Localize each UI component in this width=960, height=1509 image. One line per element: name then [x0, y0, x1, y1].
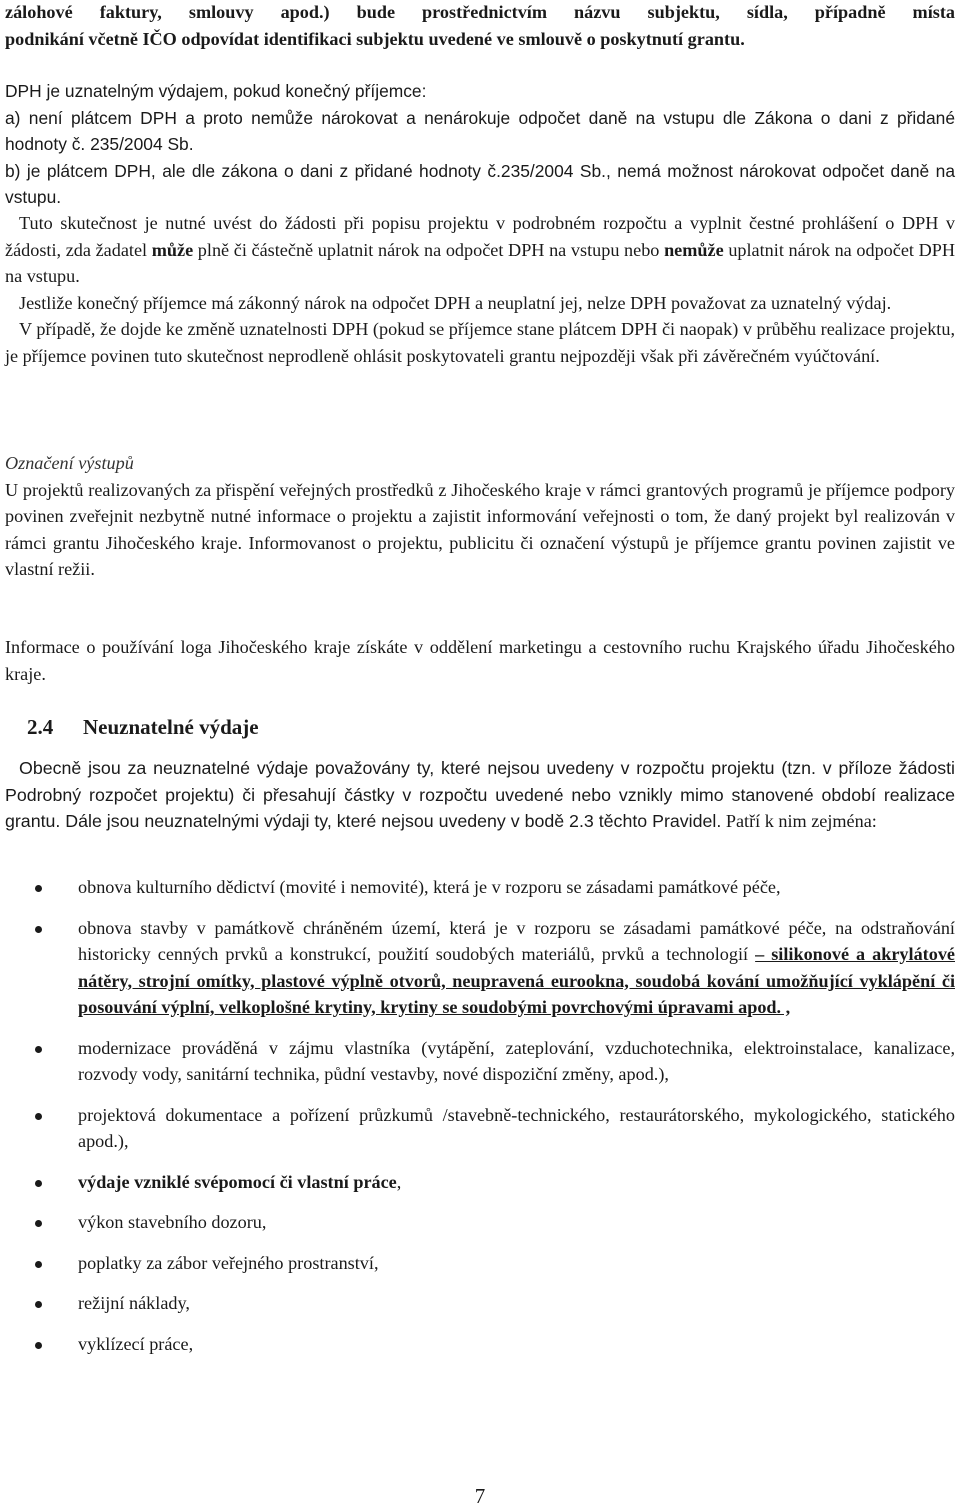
- list-item-text: [78, 915, 955, 1021]
- vat-paragraph-1: [5, 210, 955, 290]
- vat-condition-b-part1: b) je plátcem DPH, ale dle zákona o dani z přidané hodnoty č.235/2004 Sb.: [5, 160, 606, 181]
- list-item: [5, 1331, 955, 1358]
- vat-block: [5, 78, 955, 211]
- vat-condition-b: [5, 158, 955, 211]
- vat-p1-b: plně či částečně uplatnit nárok na odpočet DPH na vstupu nebo: [193, 239, 665, 260]
- vat-condition-a: a) není plátcem DPH a proto nemůže nárokovat a nenárokuje odpočet daně na vstupu dle Zákona o dani z přidané hodnoty č. 235/2004 Sb.: [5, 107, 955, 154]
- list-item-text-plain: obnova stavby v památkově chráněném území, která je v rozporu se zásadami památkové péče, na odstraňování historicky cenných prvků a konstrukcí, použití soudobých materiálů, prvků a technologií: [78, 917, 955, 964]
- page-number: 7: [474, 1484, 486, 1508]
- bullet-icon: [35, 885, 42, 892]
- vat-paragraph-2: Jestliže konečný příjemce má zákonný nárok na odpočet DPH a neuplatní jej, nelze DPH považovat za uznatelný výdaj.: [19, 292, 892, 313]
- list-item: [5, 874, 955, 901]
- list-item-text: [78, 1169, 955, 1196]
- bullet-icon: [35, 1342, 42, 1349]
- logo-info-block: [5, 634, 955, 687]
- section-title: Neuznatelné výdaje: [83, 715, 259, 739]
- list-item-text-rest: ,: [396, 1171, 402, 1192]
- list-item-text: vyklízecí práce,: [78, 1333, 194, 1354]
- vat-condition-b-part2: , nemá možnost nárokovat odpočet daně na vstupu.: [5, 160, 955, 207]
- list-item: [5, 915, 955, 1021]
- bullet-icon: [35, 1113, 42, 1120]
- bullet-icon: [35, 1261, 42, 1268]
- vat-paragraph-3: V případě, že dojde ke změně uznatelnosti DPH (pokud se příjemce stane plátcem DPH či naopak) v průběhu realizace projektu, je příjemce povinen tuto skutečnost neprodleně ohlásit poskytovateli grantu nejpozději však při závěrečném vyúčtování.: [5, 319, 955, 366]
- list-item-text: obnova kulturního dědictví (movité i nemovité), která je v rozporu se zásadami památkové péče,: [78, 877, 781, 897]
- outputs-block: [5, 450, 955, 583]
- vat-p1-c: uplatnit nárok na odpočet DPH na vstupu.: [5, 239, 955, 286]
- outputs-label: Označení výstupů: [5, 453, 134, 473]
- section-intro: [5, 755, 955, 835]
- list-item-text: projektová dokumentace a pořízení průzkumů /stavebně-technického, restaurátorského, mykologického, statického apod.),: [78, 1104, 955, 1151]
- bullet-icon: [35, 926, 42, 933]
- vat-explanation: [5, 210, 955, 369]
- section-intro-sans: Obecně jsou za neuznatelné výdaje považovány ty, které nejsou uvedeny v rozpočtu projektu (tzn. v příloze žádosti Podrobný rozpočet projektu) či přesahují částky v rozpočtu uvedené nebo vznikly mimo stanovené období realizace grantu. Dále jsou neuznatelnými výdaji ty, které nejsou uvedeny v bodě 2.3 těchto Pravidel.: [5, 758, 955, 831]
- section-heading: [27, 713, 259, 741]
- list-item-text: výkon stavebního dozoru,: [78, 1212, 267, 1232]
- bullet-icon: [35, 1180, 42, 1187]
- list-item-text: poplatky za zábor veřejného prostranství,: [78, 1252, 379, 1273]
- top-bold-paragraph: [5, 0, 955, 52]
- outputs-paragraph-2: Informace o používání loga Jihočeského kraje získáte v oddělení marketingu a cestovního ruchu Krajského úřadu Jihočeského kraje.: [5, 637, 955, 684]
- list-item: [5, 1169, 955, 1196]
- top-line-2: podnikání včetně IČO odpovídat identifikaci subjektu uvedené ve smlouvě o poskytnutí grantu.: [5, 28, 745, 49]
- vat-p1-bold-cannot: nemůže: [664, 239, 724, 260]
- section-intro-serif: Patří k nim zejména:: [721, 811, 877, 831]
- section-number: 2.4: [27, 715, 54, 739]
- list-item: [5, 1250, 955, 1277]
- section-intro-block: [5, 755, 955, 835]
- list-item: [5, 1209, 955, 1236]
- vat-p1-bold-can: může: [151, 239, 194, 260]
- list-item-text-bold: výdaje vzniklé svépomocí či vlastní práce: [78, 1171, 397, 1192]
- list-item-text: modernizace prováděná v zájmu vlastníka (vytápění, zateplování, vzduchotechnika, elektroinstalace, kanalizace, rozvody vody, sanitární technika, půdní vestavby, nové dispoziční změny, apod.),: [78, 1037, 955, 1084]
- bullet-icon: [35, 1301, 42, 1308]
- list-item: [5, 1102, 955, 1155]
- vat-p1-a: Tuto skutečnost je nutné uvést do žádosti při popisu projektu v podrobném rozpočtu a vyplnit čestné prohlášení o DPH v žádosti, zda žadatel: [5, 213, 955, 260]
- top-line-1: zálohové faktury, smlouvy apod.) bude prostřednictvím názvu subjektu, sídla, případně místa: [5, 2, 955, 22]
- outputs-paragraph-1: U projektů realizovaných za přispění veřejných prostředků z Jihočeského kraje v rámci grantových programů je příjemce podpory povinen zveřejnit nezbytně nutné informace o projektu a zajistit informování veřejnosti o tom, že daný projekt byl realizován v rámci grantu Jihočeského kraje. Informovanost o projektu, publicitu či označení výstupů je příjemce grantu povinen zajistit ve vlastní režii.: [5, 479, 955, 579]
- ineligible-expenses-list: [5, 874, 955, 1357]
- bullet-icon: [35, 1046, 42, 1053]
- list-item-text-underlined: – silikonové a akrylátové nátěry, strojní omítky, plastové výplně otvorů, neupravená eurookna, soudobá kování umožňující vyklápění či posouvání výplní, velkoplošné krytiny, krytiny se soudobými povrchovými úpravami apod. ,: [78, 944, 955, 1017]
- list-item: [5, 1290, 955, 1317]
- list-item-text: režijní náklady,: [78, 1293, 190, 1313]
- list-item: [5, 1035, 955, 1088]
- bullet-icon: [35, 1220, 42, 1227]
- vat-intro: DPH je uznatelným výdajem, pokud konečný příjemce:: [5, 81, 427, 101]
